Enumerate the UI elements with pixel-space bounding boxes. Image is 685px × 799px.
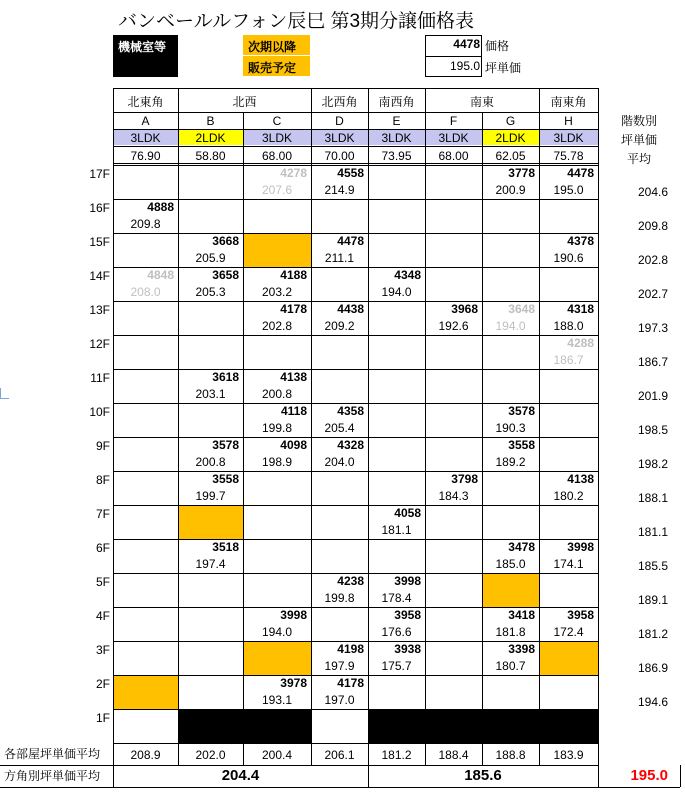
- floor-average-value: 188.1: [637, 491, 668, 505]
- grid-line: [113, 88, 114, 787]
- unit-price: 4288: [567, 336, 594, 350]
- unit-tsubo-price: 181.1: [381, 523, 412, 537]
- grid-line: [113, 539, 599, 540]
- floor-average-value: 197.3: [637, 321, 668, 335]
- unit-price: 4438: [337, 302, 364, 316]
- grid-line: [113, 233, 599, 234]
- grid-line: [243, 112, 244, 765]
- future-sale-cell: [483, 574, 539, 607]
- direction-average-value: 185.6: [464, 767, 502, 784]
- unit-column-id: A: [141, 114, 150, 128]
- unit-price: 4478: [567, 166, 594, 180]
- unit-column-id: D: [335, 114, 344, 128]
- grid-line: [113, 146, 599, 147]
- unit-tsubo-price: 175.7: [381, 659, 412, 673]
- future-sale-cell: [244, 234, 311, 267]
- floor-label: 15F: [89, 235, 110, 249]
- unit-price: 4888: [147, 200, 174, 214]
- floor-label: 3F: [95, 643, 110, 657]
- unit-area: 76.90: [130, 149, 161, 163]
- unit-tsubo-price: 194.0: [381, 285, 412, 299]
- unit-tsubo-price: 186.7: [553, 353, 584, 367]
- floor-label: 1F: [95, 711, 110, 725]
- unit-tsubo-price: 211.1: [324, 251, 355, 265]
- mechanical-room-cell: [539, 709, 599, 744]
- unit-column-id: G: [505, 114, 516, 128]
- room-average-value: 206.1: [324, 748, 355, 762]
- unit-price: 3778: [508, 166, 535, 180]
- legend-tsubo-label: 坪単価: [485, 61, 522, 75]
- grid-line: [368, 88, 369, 765]
- unit-price: 3558: [212, 472, 239, 486]
- floor-average-value: 202.8: [637, 253, 668, 267]
- direction-group-header: 北東角: [127, 95, 164, 109]
- room-average-value: 208.9: [130, 748, 161, 762]
- unit-type: 3LDK: [438, 131, 469, 145]
- unit-type: 2LDK: [195, 131, 226, 145]
- unit-column-id: E: [392, 114, 401, 128]
- unit-tsubo-price: 181.8: [495, 625, 526, 639]
- grid-line: [113, 641, 599, 642]
- unit-tsubo-price: 205.3: [195, 285, 226, 299]
- grid-line: [113, 437, 599, 438]
- grid-line: [113, 112, 599, 113]
- unit-price: 3478: [508, 540, 535, 554]
- unit-price: 3668: [212, 234, 239, 248]
- unit-column-id: F: [449, 114, 458, 128]
- unit-tsubo-price: 184.3: [438, 489, 469, 503]
- unit-price: 3978: [280, 676, 307, 690]
- unit-price: 3658: [212, 268, 239, 282]
- unit-area: 68.00: [438, 149, 469, 163]
- unit-tsubo-price: 200.8: [195, 455, 226, 469]
- unit-price: 3558: [508, 438, 535, 452]
- floor-average-value: 202.7: [637, 287, 668, 301]
- unit-price: 4188: [280, 268, 307, 282]
- grid-line: [680, 765, 681, 787]
- floor-label: 7F: [95, 507, 110, 521]
- grid-line: [598, 88, 599, 787]
- mechanical-room-cell: [243, 709, 312, 744]
- floor-average-value: 186.9: [637, 661, 668, 675]
- grid-line: [113, 403, 599, 404]
- unit-price: 3578: [508, 404, 535, 418]
- unit-price: 4558: [337, 166, 364, 180]
- grid-line: [113, 335, 599, 336]
- legend-next-phase-line2: 販売予定: [243, 56, 310, 76]
- unit-tsubo-price: 205.9: [195, 251, 226, 265]
- unit-tsubo-price: 203.2: [261, 285, 293, 299]
- floor-average-value: 185.5: [637, 559, 668, 573]
- room-average-value: 188.4: [438, 748, 469, 762]
- unit-price: 4198: [337, 642, 364, 656]
- floor-average-value: 181.2: [637, 627, 668, 641]
- unit-price: 4348: [394, 268, 421, 282]
- grid-line: [113, 743, 599, 744]
- unit-tsubo-price: 200.8: [261, 387, 293, 401]
- overall-average-value: 195.0: [630, 767, 668, 784]
- floor-label: 10F: [89, 405, 110, 419]
- unit-tsubo-price: 176.6: [381, 625, 412, 639]
- unit-column-id: B: [206, 114, 215, 128]
- unit-area: 75.78: [553, 149, 584, 163]
- floor-average-value: 209.8: [637, 219, 668, 233]
- floor-average-value: 198.2: [637, 457, 668, 471]
- room-average-value: 181.2: [381, 748, 412, 762]
- floor-label: 2F: [95, 677, 110, 691]
- floor-label: 4F: [95, 609, 110, 623]
- unit-type: 3LDK: [553, 131, 584, 145]
- unit-tsubo-price: 195.0: [553, 183, 584, 197]
- direction-average-value: 204.4: [221, 767, 260, 784]
- unit-tsubo-price: 190.3: [495, 421, 526, 435]
- unit-price: 3518: [212, 540, 239, 554]
- page-title: バンベールルフォン辰巳 第3期分譲価格表: [118, 11, 475, 32]
- room-average-value: 202.0: [195, 748, 226, 762]
- future-sale-cell: [540, 642, 598, 675]
- floor-label: 9F: [95, 439, 110, 453]
- grid-line: [482, 112, 483, 765]
- direction-group-header: 南東: [469, 95, 494, 109]
- mechanical-room-cell: [178, 709, 244, 744]
- floor-label: 6F: [95, 541, 110, 555]
- unit-tsubo-price: 190.6: [553, 251, 584, 265]
- grid-line: [113, 369, 599, 370]
- unit-type: 3LDK: [261, 131, 293, 145]
- unit-tsubo-price: 180.7: [495, 659, 526, 673]
- future-sale-cell: [244, 642, 311, 675]
- legend-price-label: 価格: [485, 39, 510, 53]
- unit-tsubo-price: 192.6: [438, 319, 469, 333]
- floor-label: 14F: [89, 269, 110, 283]
- unit-tsubo-price: 197.4: [195, 557, 226, 571]
- grid-line: [113, 709, 599, 710]
- unit-price: 3938: [394, 642, 421, 656]
- grid-line: [0, 765, 599, 766]
- unit-price: 3958: [567, 608, 594, 622]
- unit-price: 4318: [567, 302, 594, 316]
- unit-price: 4138: [280, 370, 307, 384]
- legend-mechanical-room: 機械室等: [113, 35, 178, 55]
- floor-average-value: 186.7: [637, 355, 668, 369]
- unit-price: 4238: [337, 574, 364, 588]
- floor-label: 16F: [89, 201, 110, 215]
- unit-tsubo-price: 178.4: [381, 591, 412, 605]
- grid-line: [113, 505, 599, 506]
- unit-area: 62.05: [495, 149, 526, 163]
- unit-tsubo-price: 194.0: [495, 319, 526, 333]
- unit-price: 3618: [212, 370, 239, 384]
- floor-label: 12F: [89, 337, 110, 351]
- unit-price: 4848: [147, 268, 174, 282]
- unit-area: 68.00: [261, 149, 293, 163]
- grid-line: [425, 88, 426, 765]
- unit-price: 3968: [451, 302, 478, 316]
- legend-next-phase-line1: 次期以降: [243, 35, 310, 55]
- unit-area: 73.95: [381, 149, 412, 163]
- grid-line: [113, 199, 599, 200]
- room-average-label: 各部屋坪単価平均: [4, 747, 101, 761]
- direction-group-header: 南東角: [550, 95, 587, 109]
- unit-price: 3418: [508, 608, 535, 622]
- unit-tsubo-price: 209.8: [130, 217, 161, 231]
- unit-price: 3578: [212, 438, 239, 452]
- floor-label: 17F: [89, 167, 110, 181]
- floor-average-header: 階数別: [620, 114, 657, 128]
- unit-tsubo-price: 203.1: [195, 387, 226, 401]
- floor-label: 5F: [95, 575, 110, 589]
- unit-tsubo-price: 200.9: [495, 183, 526, 197]
- unit-price: 3958: [394, 608, 421, 622]
- unit-tsubo-price: 197.9: [324, 659, 355, 673]
- grid-line: [113, 129, 599, 130]
- floor-label: 8F: [95, 473, 110, 487]
- unit-price: 4118: [280, 404, 307, 418]
- grid-line: [311, 88, 312, 765]
- unit-tsubo-price: 197.0: [324, 693, 355, 707]
- room-average-value: 200.4: [261, 748, 293, 762]
- unit-price: 3998: [394, 574, 421, 588]
- mechanical-room-cell: [425, 709, 483, 744]
- grid-line: [368, 765, 369, 787]
- unit-tsubo-price: 199.8: [324, 591, 355, 605]
- unit-price: 4058: [394, 506, 421, 520]
- room-average-value: 183.9: [553, 748, 584, 762]
- unit-column-id: H: [564, 114, 573, 128]
- unit-price: 4278: [280, 166, 307, 180]
- unit-tsubo-price: 189.2: [495, 455, 526, 469]
- floor-average-header: 坪単価: [620, 133, 657, 147]
- unit-price: 3648: [508, 302, 535, 316]
- mechanical-room-cell: [482, 709, 540, 744]
- unit-price: 3798: [451, 472, 478, 486]
- unit-type: 3LDK: [381, 131, 412, 145]
- unit-tsubo-price: 202.8: [261, 319, 293, 333]
- legend-sample-tsubo: 195.0: [449, 59, 480, 73]
- grid-line: [113, 88, 599, 89]
- unit-price: 4378: [567, 234, 594, 248]
- unit-tsubo-price: 180.2: [553, 489, 584, 503]
- grid-line: [113, 163, 599, 164]
- unit-tsubo-price: 193.1: [261, 693, 293, 707]
- unit-tsubo-price: 205.4: [324, 421, 355, 435]
- unit-price: 4178: [280, 302, 307, 316]
- floor-average-value: 201.9: [637, 389, 668, 403]
- unit-tsubo-price: 172.4: [553, 625, 584, 639]
- grid-line: [113, 471, 599, 472]
- room-average-value: 188.8: [495, 748, 526, 762]
- floor-average-value: 204.6: [637, 185, 668, 199]
- floor-label: 13F: [89, 303, 110, 317]
- unit-tsubo-price: 204.0: [324, 455, 355, 469]
- unit-tsubo-price: 194.0: [261, 625, 293, 639]
- unit-tsubo-price: 208.0: [130, 285, 161, 299]
- unit-tsubo-price: 198.9: [261, 455, 293, 469]
- floor-average-value: 194.6: [637, 695, 668, 709]
- unit-price: 4138: [567, 472, 594, 486]
- unit-tsubo-price: 199.8: [261, 421, 293, 435]
- unit-tsubo-price: 174.1: [553, 557, 584, 571]
- floor-average-header: 平均: [626, 152, 651, 166]
- unit-type: 3LDK: [324, 131, 355, 145]
- legend-sample-price: 4478: [453, 37, 480, 51]
- unit-price: 3398: [508, 642, 535, 656]
- grid-line: [113, 607, 599, 608]
- unit-tsubo-price: 199.7: [195, 489, 226, 503]
- floor-average-value: 189.1: [637, 593, 668, 607]
- grid-line: [113, 267, 599, 268]
- unit-type: 3LDK: [130, 131, 161, 145]
- unit-area: 70.00: [324, 149, 355, 163]
- unit-tsubo-price: 207.6: [261, 183, 293, 197]
- grid-line: [539, 88, 540, 765]
- floor-average-value: 181.1: [637, 525, 668, 539]
- future-sale-cell: [179, 506, 243, 539]
- unit-type: 2LDK: [495, 131, 526, 145]
- grid-line: [113, 165, 599, 166]
- unit-tsubo-price: 214.9: [324, 183, 355, 197]
- unit-tsubo-price: 188.0: [553, 319, 584, 333]
- unit-price: 4178: [337, 676, 364, 690]
- unit-price: 3998: [280, 608, 307, 622]
- unit-price: 4358: [337, 404, 364, 418]
- direction-group-header: 南西角: [378, 95, 415, 109]
- direction-group-header: 北西: [232, 95, 257, 109]
- grid-line: [0, 787, 680, 788]
- unit-price: 3998: [567, 540, 594, 554]
- floor-average-value: 198.5: [637, 423, 668, 437]
- future-sale-cell: [114, 676, 178, 709]
- mechanical-room-cell: [368, 709, 426, 744]
- unit-price: 4478: [337, 234, 364, 248]
- grid-line: [178, 88, 179, 765]
- unit-price: 4328: [337, 438, 364, 452]
- grid-line: [113, 675, 599, 676]
- grid-line: [113, 573, 599, 574]
- floor-label: 11F: [90, 371, 110, 385]
- unit-tsubo-price: 185.0: [495, 557, 526, 571]
- unit-price: 4098: [280, 438, 307, 452]
- direction-average-label: 方角別坪単価平均: [4, 769, 101, 783]
- unit-column-id: C: [272, 114, 282, 128]
- direction-group-header: 北西角: [321, 95, 358, 109]
- unit-area: 58.80: [195, 149, 226, 163]
- unit-tsubo-price: 209.2: [324, 319, 355, 333]
- grid-line: [113, 301, 599, 302]
